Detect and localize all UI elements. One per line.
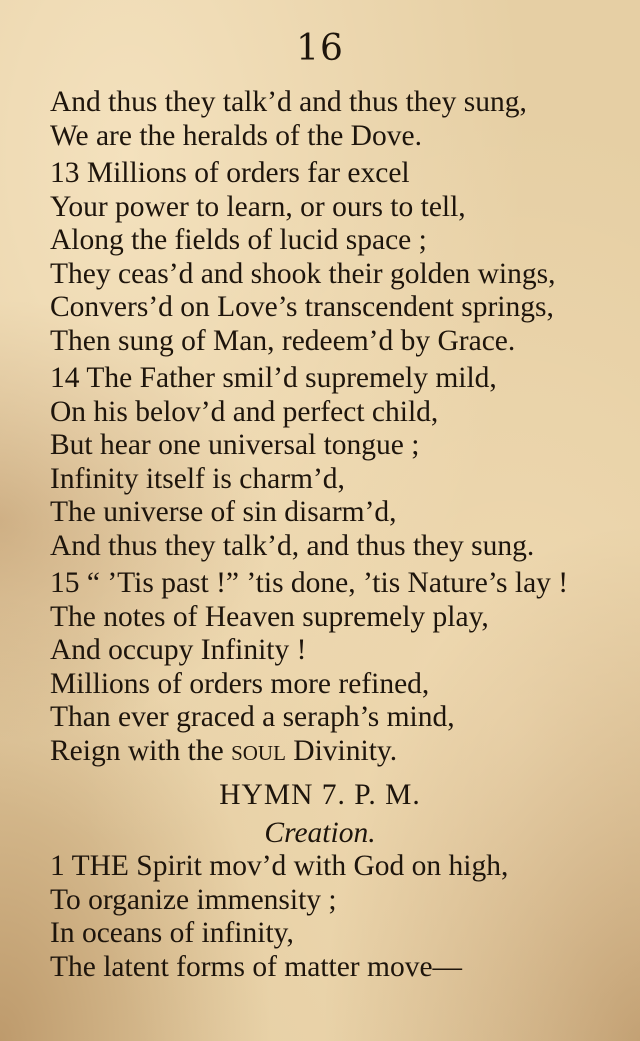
verse-line: To organize immensity ; [50,883,337,916]
divinity-word: Divinity. [285,734,398,767]
hymn-subtitle: Creation. [264,817,376,849]
verse-line: In oceans of infinity, [50,917,294,949]
verse-line-start: Reign with the [50,734,232,767]
verse-line: Your power to learn, or ours to tell, [50,190,466,223]
verse-line: The notes of Heaven supremely play, [50,600,489,633]
verse-line: Infinity itself is charm’d, [50,462,345,495]
verse-line: Then sung of Man, redeem’d by Grace. [50,324,516,357]
stanza-14-line: 14 The Father smil’d supremely mild, [50,362,497,394]
page-number: 16 [296,28,344,69]
verse-line: They ceas’d and shook their golden wings, [50,257,556,290]
hymn-7-stanza-1-line: 1 THE Spirit mov’d with God on high, [50,850,509,882]
verse-line: The latent forms of matter move— [50,950,463,983]
hymn-title: HYMN 7. P. M. [219,779,421,811]
verse-line: Along the fields of lucid space ; [50,224,427,256]
hymn-text [50,86,630,984]
verse-line: Than ever graced a seraph’s mind, [50,701,455,733]
soul-word: soul [231,734,286,767]
stanza-13-line: 13 Millions of orders far excel [50,157,410,189]
verse-line: We are the heralds of the Dove. [50,119,422,152]
stanza-15-line: 15 “ ’Tis past !” ’tis done, ’tis Nature’s lay ! [50,567,569,599]
verse-line: And thus they talk’d and thus they sung, [50,86,527,118]
verse-line: But hear one universal tongue ; [50,429,420,461]
verse-line: Millions of orders more refined, [50,667,430,700]
verse-line: The universe of sin disarm’d, [50,496,397,528]
verse-line: And occupy Infinity ! [50,634,307,666]
verse-line: On his belov’d and perfect child, [50,395,439,428]
verse-line [50,735,630,769]
verse-line: Convers’d on Love’s transcendent springs, [50,291,554,323]
verse-line: And thus they talk’d, and thus they sung. [50,529,535,562]
